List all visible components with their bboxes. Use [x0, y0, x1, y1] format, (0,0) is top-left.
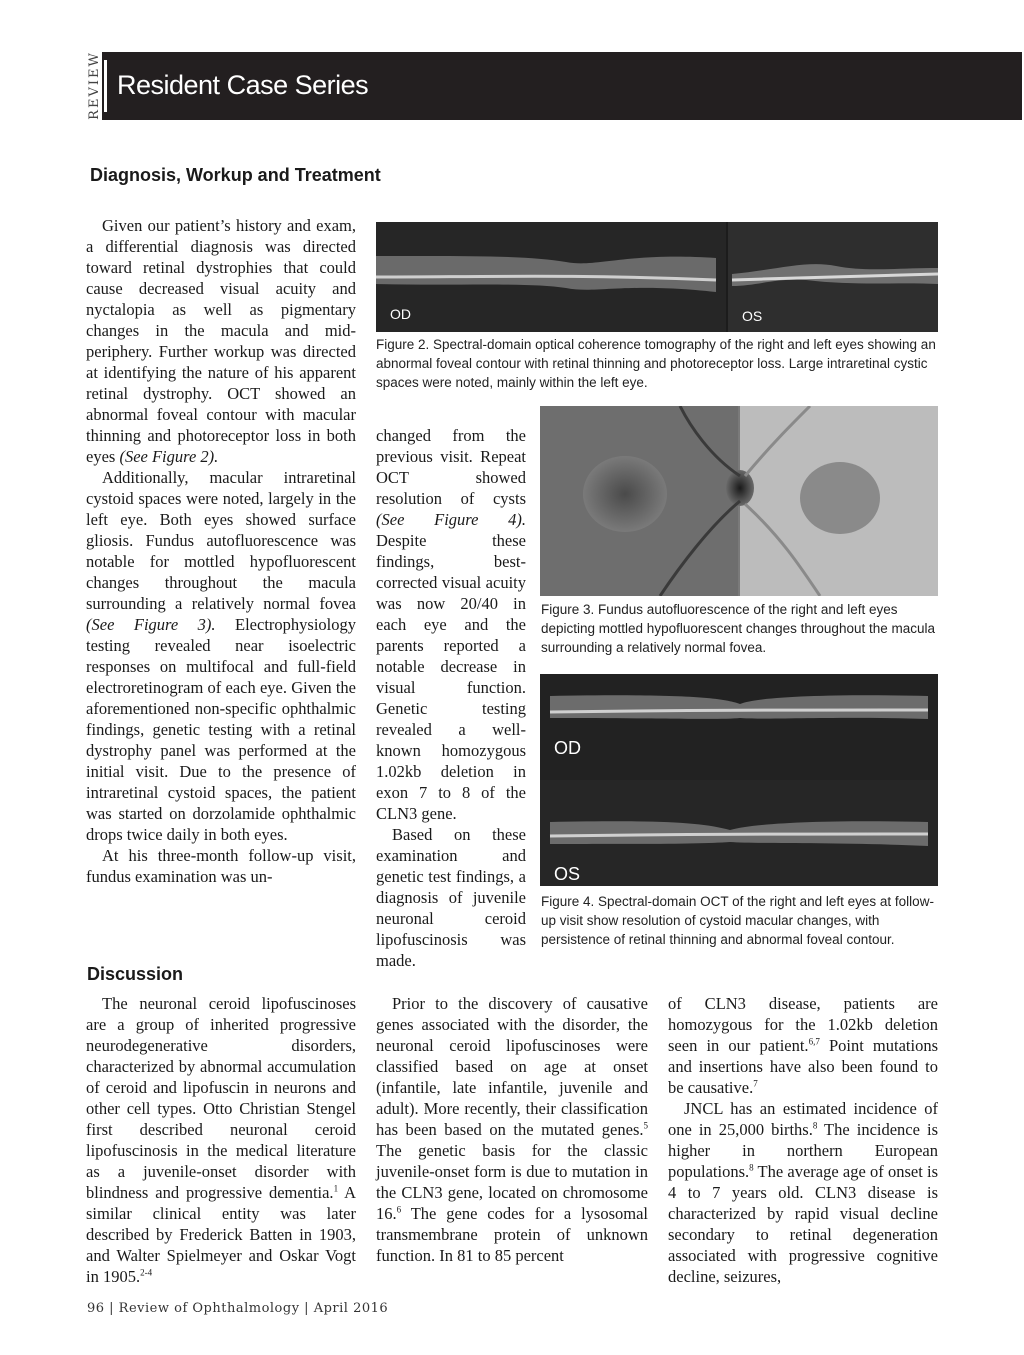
paragraph-text: Despite these findings, best-corrected visual acuity was now 20/40 in each eye and the parents reported a notable decrease in visual function. Genetic testing revealed a well-known homozygous 1.02kb deletion in exon 7 to 8 of the CLN3 gene. [376, 531, 526, 823]
reference-superscript: 8 [749, 1162, 754, 1173]
figure-reference: (See Figure 3). [86, 615, 216, 634]
figure-reference: (See Figure 2). [119, 447, 219, 466]
banner-title: Resident Case Series [117, 70, 369, 100]
banner-rule [104, 60, 107, 112]
figure-reference: (See Figure 4). [376, 510, 526, 529]
paragraph-text: changed from the previous visit. Repeat OCT showed resolution of cysts [376, 426, 526, 508]
figure-3-fundus-image [540, 406, 938, 596]
paragraph [86, 845, 356, 887]
figure-2-caption: Figure 2. Spectral-domain optical coherence tomography of the right and left eyes showing an abnormal foveal contour with retinal thinning and photoreceptor loss. Large intraretinal cystic spaces were noted, mainly within the left eye. [376, 337, 936, 390]
fundus-graphic [540, 406, 938, 596]
figure-4-oct-image [540, 674, 938, 886]
discussion-heading: Discussion [87, 964, 184, 984]
reference-superscript: 7 [753, 1078, 758, 1089]
reference-superscript: 5 [643, 1120, 648, 1131]
page-footer: 96 | Review of Ophthalmology | April 2016 [87, 1301, 389, 1316]
reference-superscript: 8 [812, 1120, 818, 1131]
discussion-column-3 [668, 993, 938, 1287]
paragraph-text: The genetic basis for the classic juvenile-onset form is due to mutation in the CLN3 gene, located on chromosome 16. [376, 1141, 648, 1223]
paragraph-text: Prior to the discovery of causative genes associated with the disorder, the neuronal ceroid lipofuscinoses were classified based on age at onset (infantile, late infantile, juvenile and adult). More recently, their classification has been based on the mutated genes. [376, 994, 648, 1139]
paragraph-text: Electrophysiology testing revealed near isoelectric responses on multifocal and full-field electroretinogram of each eye. Given the aforementioned non-specific ophthalmic findings, genetic testing with a retinal dystrophy panel was performed at the initial visit. Due to the presence of intraretinal cystoid spaces, the patient was started on dorzolamide ophthalmic drops twice daily in both eyes. [86, 615, 356, 844]
reference-superscript: 1 [333, 1183, 339, 1194]
paragraph-text: The incidence is higher in northern European populations. [668, 1120, 938, 1181]
paragraph-text: JNCL has an estimated incidence of one in 25,000 births. [668, 1099, 938, 1139]
paragraph [668, 1098, 938, 1287]
discussion-column-2 [376, 993, 648, 1266]
paragraph-text: Based on these examination and genetic test findings, a diagnosis of juvenile neuronal ceroid lipofuscinosis was made. [376, 825, 526, 970]
paragraph [668, 993, 938, 1098]
body-column-1 [86, 215, 356, 887]
paragraph [376, 425, 526, 824]
reference-superscript: 2-4 [140, 1267, 153, 1278]
paragraph [376, 824, 526, 971]
oct-scan-graphic [376, 222, 938, 332]
os-label: OS [554, 864, 581, 884]
reference-superscript: 6,7 [808, 1036, 820, 1047]
paragraph-text: Given our patient’s history and exam, a differential diagnosis was directed toward retinal dystrophies that could cause decreased visual acuity and nyctalopia as well as pigmentary changes in the macula and mid-periphery. Further workup was directed at identifying the nature of his apparent retinal dystrophy. OCT showed an abnormal foveal contour with macular thinning and photoreceptor loss in both eyes [86, 216, 356, 466]
body-column-2 [376, 425, 526, 971]
paragraph [86, 467, 356, 845]
paragraph-text: The average age of onset is 4 to 7 years old. CLN3 disease is characterized by rapid visual decline secondary to retinal degeneration associated with progressive cognitive decline, seizures, [668, 1162, 938, 1286]
od-label: OD [554, 738, 581, 758]
paragraph [86, 993, 356, 1287]
section-side-tab [82, 52, 100, 122]
figure-3-caption: Figure 3. Fundus autofluorescence of the right and left eyes depicting mottled hypofluorescent changes throughout the macula surrounding a relatively normal fovea. [541, 602, 936, 655]
paragraph-text: Point mutations and insertions have also been found to be causative. [668, 1036, 938, 1097]
paragraph-text: The neuronal ceroid lipofuscinoses are a group of inherited progressive neurodegenerative disorders, characterized by abnormal accumulation of ceroid and lipofuscin in neurons and other cell types. Otto Christian Stengel first described neuronal ceroid lipofuscinosis in the medical literature as a juvenile-onset disorder with blindness and progressive dementia. [86, 994, 356, 1202]
paragraph-text: of CLN3 disease, patients are homozygous for the 1.02kb deletion seen in our patient. [668, 994, 938, 1055]
os-label: OS [742, 308, 763, 324]
discussion-column-1 [86, 993, 356, 1287]
diagnosis-heading: Diagnosis, Workup and Treatment [90, 165, 381, 185]
side-tab-label: REVIEW [86, 51, 102, 120]
reference-superscript: 6 [396, 1204, 402, 1215]
paragraph-text: Additionally, macular intraretinal cystoid spaces were noted, largely in the left eye. Both eyes showed surface gliosis. Fundus autofluorescence was notable for mottled hypofluorescent changes throughout the macula surrounding a relatively normal fovea [86, 468, 356, 613]
paragraph-text: The gene codes for a lysosomal transmembrane protein of unknown function. In 81 to 85 percent [376, 1204, 648, 1265]
paragraph [86, 215, 356, 467]
figure-4-caption: Figure 4. Spectral-domain OCT of the right and left eyes at follow-up visit show resolution of cystoid macular changes, with persistence of retinal thinning and abnormal foveal contour. [541, 894, 934, 947]
oct-followup-graphic [540, 674, 938, 886]
paragraph [376, 993, 648, 1266]
paragraph-text: At his three-month follow-up visit, fundus examination was un- [86, 846, 356, 886]
figure-2-oct-image [376, 222, 938, 332]
od-label: OD [390, 306, 411, 322]
paragraph-text: A similar clinical entity was later described by Frederick Batten in 1903, and Walter Spielmeyer and Oskar Vogt in 1905. [86, 1183, 356, 1286]
